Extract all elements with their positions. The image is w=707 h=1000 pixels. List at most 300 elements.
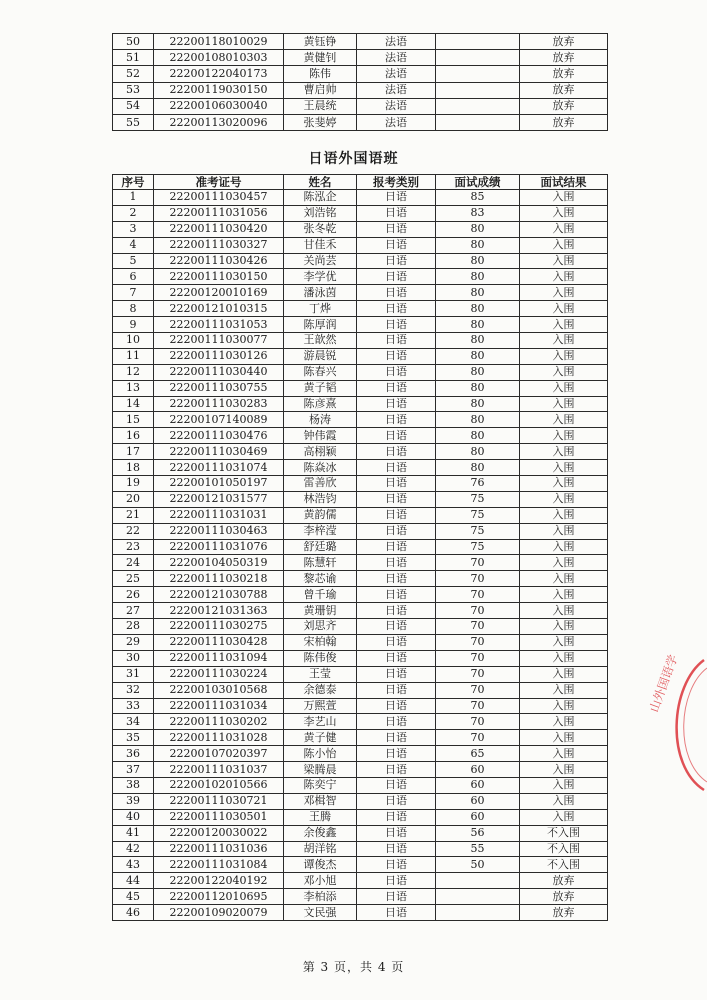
cell-exam-id: 22200121010315 [154,301,284,317]
cell-name: 杨涛 [284,412,357,428]
cell-index: 10 [113,333,154,349]
cell-name: 王歆然 [284,333,357,349]
cell-name: 王晨统 [284,98,357,114]
cell-score [436,905,520,921]
cell-name: 王莹 [284,666,357,682]
header-name: 姓名 [284,175,357,190]
cell-score: 80 [436,364,520,380]
table-row [113,98,608,114]
cell-score: 85 [436,190,520,206]
cell-score: 60 [436,777,520,793]
header-index: 序号 [113,175,154,190]
cell-result: 入围 [520,777,608,793]
cell-name: 胡洋铭 [284,841,357,857]
cell-name: 陈伟俊 [284,650,357,666]
table-row [113,412,608,428]
top-table-body [113,34,608,131]
cell-name: 余俊鑫 [284,825,357,841]
table-row [113,666,608,682]
cell-name: 刘思齐 [284,619,357,635]
table-row [113,396,608,412]
cell-result: 入围 [520,650,608,666]
cell-exam-id: 22200111030126 [154,348,284,364]
cell-category: 日语 [357,301,436,317]
cell-exam-id: 22200111030224 [154,666,284,682]
cell-index: 24 [113,555,154,571]
cell-result: 入围 [520,714,608,730]
cell-result: 入围 [520,698,608,714]
cell-name: 甘佳禾 [284,237,357,253]
cell-score [436,66,520,82]
cell-name: 陈春兴 [284,364,357,380]
cell-exam-id: 22200111030202 [154,714,284,730]
cell-category: 日语 [357,571,436,587]
table-row [113,114,608,130]
cell-score: 70 [436,666,520,682]
cell-exam-id: 22200111031084 [154,857,284,873]
cell-name: 梁腾晨 [284,762,357,778]
cell-index: 45 [113,889,154,905]
cell-exam-id: 22200111030426 [154,253,284,269]
cell-category: 日语 [357,396,436,412]
cell-result: 入围 [520,380,608,396]
cell-result: 入围 [520,221,608,237]
cell-score: 80 [436,285,520,301]
cell-score: 80 [436,428,520,444]
cell-name: 王腾 [284,809,357,825]
table-row [113,507,608,523]
cell-name: 关尚芸 [284,253,357,269]
cell-result: 入围 [520,682,608,698]
cell-index: 25 [113,571,154,587]
cell-name: 林浩钧 [284,491,357,507]
cell-result: 入围 [520,523,608,539]
page-footer: 第 3 页，共 4 页 [302,960,405,974]
cell-score: 70 [436,730,520,746]
cell-result: 不入围 [520,841,608,857]
cell-result: 入围 [520,603,608,619]
cell-score: 65 [436,746,520,762]
cell-score: 70 [436,555,520,571]
table-row [113,730,608,746]
cell-index: 1 [113,190,154,206]
cell-index: 9 [113,317,154,333]
cell-index: 27 [113,603,154,619]
cell-exam-id: 22200111030463 [154,523,284,539]
cell-result: 放弃 [520,114,608,130]
table-row [113,762,608,778]
cell-name: 李艺山 [284,714,357,730]
cell-name: 陈慧轩 [284,555,357,571]
cell-category: 日语 [357,809,436,825]
cell-category: 日语 [357,762,436,778]
cell-exam-id: 22200111030420 [154,221,284,237]
cell-exam-id: 22200111031028 [154,730,284,746]
cell-index: 55 [113,114,154,130]
cell-category: 日语 [357,285,436,301]
cell-exam-id: 22200111030501 [154,809,284,825]
svg-text:山外国语学: 山外国语学 [646,652,681,715]
table-row [113,539,608,555]
cell-exam-id: 22200111031074 [154,460,284,476]
cell-score: 60 [436,793,520,809]
cell-name: 曹启帅 [284,82,357,98]
cell-exam-id: 22200109020079 [154,905,284,921]
cell-index: 36 [113,746,154,762]
cell-index: 28 [113,619,154,635]
cell-category: 日语 [357,666,436,682]
table-row [113,82,608,98]
table-row [113,809,608,825]
cell-exam-id: 22200120030022 [154,825,284,841]
cell-result: 入围 [520,571,608,587]
cell-name: 陈彦熹 [284,396,357,412]
cell-score: 75 [436,539,520,555]
cell-result: 入围 [520,396,608,412]
cell-index: 14 [113,396,154,412]
cell-score: 80 [436,221,520,237]
cell-exam-id: 22200111030476 [154,428,284,444]
cell-score: 80 [436,237,520,253]
cell-exam-id: 22200111031034 [154,698,284,714]
cell-category: 法语 [357,34,436,50]
cell-name: 陈奕宁 [284,777,357,793]
table-row [113,793,608,809]
cell-score: 55 [436,841,520,857]
cell-exam-id: 22200103010568 [154,682,284,698]
table-row [113,905,608,921]
cell-category: 日语 [357,587,436,603]
table-row [113,66,608,82]
cell-index: 32 [113,682,154,698]
table-row [113,857,608,873]
table-row [113,587,608,603]
cell-result: 放弃 [520,66,608,82]
cell-category: 日语 [357,619,436,635]
cell-result: 不入围 [520,825,608,841]
table-row [113,237,608,253]
cell-score: 80 [436,348,520,364]
cell-category: 日语 [357,348,436,364]
cell-score: 80 [436,333,520,349]
cell-score: 80 [436,317,520,333]
cell-name: 李梓滢 [284,523,357,539]
cell-name: 陈焱冰 [284,460,357,476]
table-row [113,476,608,492]
cell-score: 80 [436,460,520,476]
cell-category: 日语 [357,237,436,253]
cell-exam-id: 22200112010695 [154,889,284,905]
cell-score: 76 [436,476,520,492]
table-row [113,555,608,571]
table-row [113,348,608,364]
table-row [113,777,608,793]
cell-score [436,873,520,889]
cell-index: 2 [113,205,154,221]
cell-result: 入围 [520,587,608,603]
cell-name: 高栩颖 [284,444,357,460]
cell-category: 日语 [357,380,436,396]
cell-name: 邓楫智 [284,793,357,809]
table-row [113,317,608,333]
table-row [113,571,608,587]
cell-category: 日语 [357,555,436,571]
cell-category: 日语 [357,825,436,841]
cell-score [436,98,520,114]
table-row [113,221,608,237]
cell-category: 法语 [357,82,436,98]
table-row [113,682,608,698]
section-title: 日语外国语班 [308,151,399,167]
cell-score: 70 [436,650,520,666]
table-row [113,364,608,380]
cell-result: 入围 [520,428,608,444]
cell-category: 日语 [357,603,436,619]
cell-result: 入围 [520,730,608,746]
cell-category: 日语 [357,682,436,698]
header-result: 面试结果 [520,175,608,190]
cell-category: 日语 [357,333,436,349]
cell-category: 日语 [357,698,436,714]
table-row [113,841,608,857]
cell-exam-id: 22200121031363 [154,603,284,619]
cell-score [436,889,520,905]
cell-exam-id: 22200111031053 [154,317,284,333]
cell-index: 52 [113,66,154,82]
table-row [113,698,608,714]
cell-exam-id: 22200121031577 [154,491,284,507]
cell-index: 42 [113,841,154,857]
main-table-body [113,190,608,921]
cell-index: 37 [113,762,154,778]
cell-score: 80 [436,253,520,269]
cell-name: 曾千瑜 [284,587,357,603]
cell-category: 法语 [357,50,436,66]
cell-result: 入围 [520,746,608,762]
cell-score: 70 [436,571,520,587]
cell-score: 60 [436,809,520,825]
cell-category: 日语 [357,507,436,523]
table-row [113,269,608,285]
header-score: 面试成绩 [436,175,520,190]
cell-result: 放弃 [520,98,608,114]
cell-index: 46 [113,905,154,921]
cell-index: 44 [113,873,154,889]
cell-index: 38 [113,777,154,793]
cell-exam-id: 22200111030457 [154,190,284,206]
cell-index: 4 [113,237,154,253]
cell-name: 张冬乾 [284,221,357,237]
cell-index: 26 [113,587,154,603]
cell-index: 35 [113,730,154,746]
cell-index: 21 [113,507,154,523]
cell-category: 日语 [357,873,436,889]
table-row [113,333,608,349]
cell-exam-id: 22200111030150 [154,269,284,285]
cell-score: 70 [436,587,520,603]
cell-result: 入围 [520,364,608,380]
cell-exam-id: 22200107140089 [154,412,284,428]
table-row [113,301,608,317]
cell-name: 余德泰 [284,682,357,698]
cell-category: 日语 [357,777,436,793]
cell-result: 入围 [520,269,608,285]
cell-name: 万熙萱 [284,698,357,714]
cell-index: 3 [113,221,154,237]
cell-name: 黄韵儒 [284,507,357,523]
cell-exam-id: 22200111031056 [154,205,284,221]
cell-exam-id: 22200111031031 [154,507,284,523]
table-row [113,634,608,650]
cell-category: 日语 [357,221,436,237]
cell-exam-id: 22200101050197 [154,476,284,492]
table-row [113,873,608,889]
cell-exam-id: 22200102010566 [154,777,284,793]
cell-exam-id: 22200122040173 [154,66,284,82]
cell-score: 80 [436,396,520,412]
cell-category: 日语 [357,269,436,285]
cell-score: 80 [436,412,520,428]
cell-exam-id: 22200111030440 [154,364,284,380]
cell-index: 6 [113,269,154,285]
cell-exam-id: 22200108010303 [154,50,284,66]
cell-score: 60 [436,762,520,778]
cell-index: 40 [113,809,154,825]
cell-name: 黄钰铮 [284,34,357,50]
cell-index: 39 [113,793,154,809]
cell-name: 游晨锐 [284,348,357,364]
cell-index: 7 [113,285,154,301]
cell-score: 70 [436,682,520,698]
cell-index: 33 [113,698,154,714]
cell-exam-id: 22200106030040 [154,98,284,114]
cell-category: 日语 [357,730,436,746]
cell-score: 75 [436,491,520,507]
cell-index: 16 [113,428,154,444]
cell-exam-id: 22200111031036 [154,841,284,857]
cell-exam-id: 22200111030327 [154,237,284,253]
cell-result: 入围 [520,476,608,492]
table-row [113,714,608,730]
cell-result: 入围 [520,237,608,253]
cell-category: 日语 [357,714,436,730]
cell-category: 日语 [357,428,436,444]
top-results-table [112,33,608,131]
cell-exam-id: 22200120010169 [154,285,284,301]
cell-name: 舒廷璐 [284,539,357,555]
table-row [113,50,608,66]
cell-index: 20 [113,491,154,507]
cell-index: 50 [113,34,154,50]
cell-name: 陈厚润 [284,317,357,333]
cell-index: 15 [113,412,154,428]
cell-score [436,50,520,66]
cell-category: 日语 [357,539,436,555]
cell-result: 入围 [520,793,608,809]
cell-exam-id: 22200111030469 [154,444,284,460]
cell-exam-id: 22200121030788 [154,587,284,603]
cell-name: 钟伟霞 [284,428,357,444]
cell-exam-id: 22200122040192 [154,873,284,889]
japanese-class-table [112,174,608,921]
cell-score: 80 [436,269,520,285]
cell-category: 日语 [357,523,436,539]
cell-result: 入围 [520,555,608,571]
table-row [113,619,608,635]
cell-category: 法语 [357,98,436,114]
cell-name: 邓小旭 [284,873,357,889]
cell-index: 41 [113,825,154,841]
cell-name: 黄健钊 [284,50,357,66]
cell-score: 70 [436,619,520,635]
cell-category: 日语 [357,889,436,905]
cell-index: 22 [113,523,154,539]
cell-index: 43 [113,857,154,873]
cell-category: 日语 [357,634,436,650]
cell-result: 入围 [520,619,608,635]
cell-score: 70 [436,603,520,619]
cell-index: 11 [113,348,154,364]
cell-result: 入围 [520,634,608,650]
cell-score: 83 [436,205,520,221]
cell-exam-id: 22200104050319 [154,555,284,571]
cell-index: 54 [113,98,154,114]
cell-index: 19 [113,476,154,492]
table-row [113,650,608,666]
cell-name: 陈伟 [284,66,357,82]
cell-score: 80 [436,444,520,460]
cell-result: 入围 [520,253,608,269]
cell-exam-id: 22200107020397 [154,746,284,762]
cell-name: 陈小怡 [284,746,357,762]
cell-name: 李柏添 [284,889,357,905]
cell-result: 入围 [520,507,608,523]
table-row [113,205,608,221]
table-header-row [113,175,608,190]
cell-category: 日语 [357,491,436,507]
cell-result: 入围 [520,301,608,317]
cell-name: 丁烨 [284,301,357,317]
cell-result: 入围 [520,666,608,682]
cell-name: 黄子韬 [284,380,357,396]
cell-exam-id: 22200111030077 [154,333,284,349]
cell-name: 刘浩铭 [284,205,357,221]
cell-category: 日语 [357,905,436,921]
cell-result: 放弃 [520,873,608,889]
cell-name: 雷善欣 [284,476,357,492]
cell-exam-id: 22200111030218 [154,571,284,587]
table-row [113,190,608,206]
cell-score [436,114,520,130]
cell-result: 入围 [520,412,608,428]
table-row [113,523,608,539]
cell-index: 23 [113,539,154,555]
cell-result: 入围 [520,285,608,301]
cell-category: 日语 [357,444,436,460]
cell-exam-id: 22200119030150 [154,82,284,98]
cell-name: 宋柏翰 [284,634,357,650]
cell-exam-id: 22200118010029 [154,34,284,50]
cell-score: 50 [436,857,520,873]
table-row [113,253,608,269]
cell-index: 5 [113,253,154,269]
cell-score: 70 [436,714,520,730]
cell-index: 13 [113,380,154,396]
cell-name: 黎芯谕 [284,571,357,587]
cell-result: 入围 [520,460,608,476]
cell-index: 31 [113,666,154,682]
cell-result: 不入围 [520,857,608,873]
